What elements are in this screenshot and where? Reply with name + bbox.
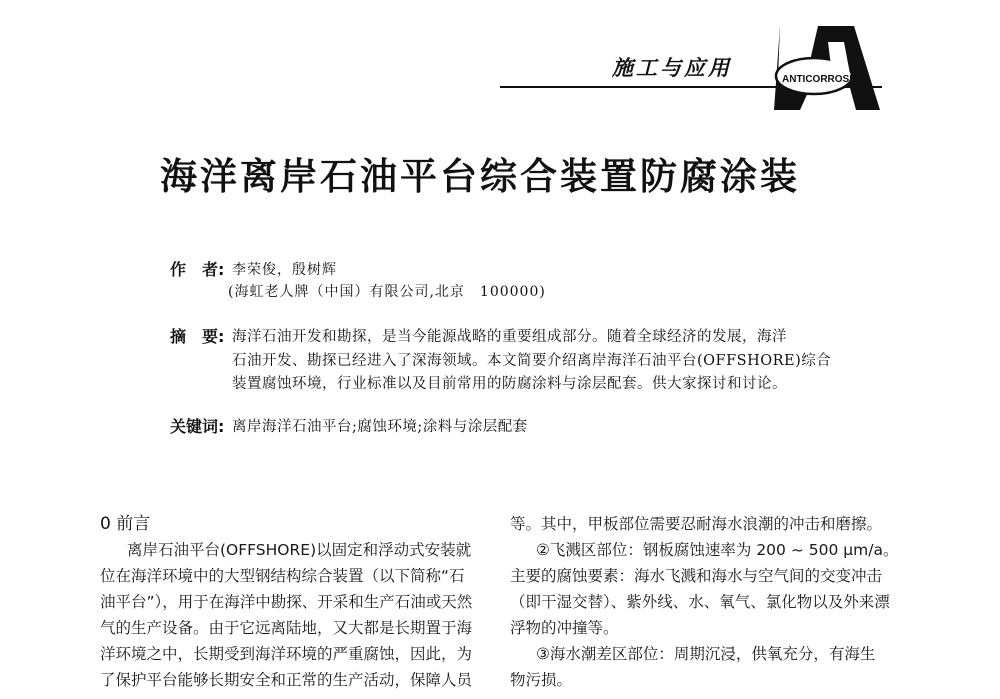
author-label: 作 者:	[170, 260, 225, 279]
author-names: 李荣俊，殷树辉	[232, 262, 337, 278]
section-label: 施工与应用	[612, 56, 732, 80]
author-affiliation: (海虹老人牌（中国）有限公司,北京 100000)	[228, 284, 546, 300]
body-line: 洋环境之中，长期受到海洋环境的严重腐蚀，因此，为	[100, 645, 473, 663]
body-line: 油平台”），用于在海洋中勘探、开采和生产石油或天然	[100, 593, 473, 611]
body-line: 等。其中，甲板部位需要忍耐海水浪潮的冲击和磨擦。	[510, 515, 883, 533]
abstract-label: 摘 要:	[170, 327, 225, 346]
keywords-text: 离岸海洋石油平台;腐蚀环境;涂料与涂层配套	[232, 419, 528, 435]
body-line: 物污损。	[510, 671, 573, 689]
abstract-line: 石油开发、勘探已经进入了深海领域。本文简要介绍离岸海洋石油平台(OFFSHORE)综合	[232, 353, 832, 369]
abstract-line: 海洋石油开发和勘探，是当今能源战略的重要组成部分。随着全球经济的发展，海洋	[232, 329, 787, 345]
body-line: ③海水潮差区部位：周期沉浸，供氧充分，有海生	[536, 645, 876, 663]
body-line: 位在海洋环境中的大型钢结构综合装置（以下简称“石	[100, 567, 465, 585]
body-line: （即干湿交替）、紫外线、水、氧气、氯化物以及外来漂	[510, 593, 890, 611]
body-line: 主要的腐蚀要素：海水飞溅和海水与空气间的交变冲击	[510, 567, 883, 585]
keywords-label: 关键词:	[170, 417, 225, 436]
body-line: 了保护平台能够长期安全和正常的生产活动，保障人员	[100, 671, 473, 689]
body-line: 浮物的冲撞等。	[510, 619, 619, 637]
body-line: 离岸石油平台(OFFSHORE)以固定和浮动式安装就	[127, 541, 472, 559]
body-line: ②飞溅区部位：钢板腐蚀速率为 200 ~ 500 μm/a。	[536, 541, 899, 559]
abstract-line: 装置腐蚀环境，行业标准以及目前常用的防腐涂料与涂层配套。供大家探讨和讨论。	[232, 376, 787, 392]
logo-text: ANTICORROSION	[782, 74, 867, 85]
anticorrosion-logo-icon	[770, 18, 890, 110]
article-title: 海洋离岸石油平台综合装置防腐涂装	[160, 155, 800, 198]
body-line: 气的生产设备。由于它远离陆地，又大都是长期置于海	[100, 619, 473, 637]
section-heading: 0 前言	[100, 514, 151, 534]
